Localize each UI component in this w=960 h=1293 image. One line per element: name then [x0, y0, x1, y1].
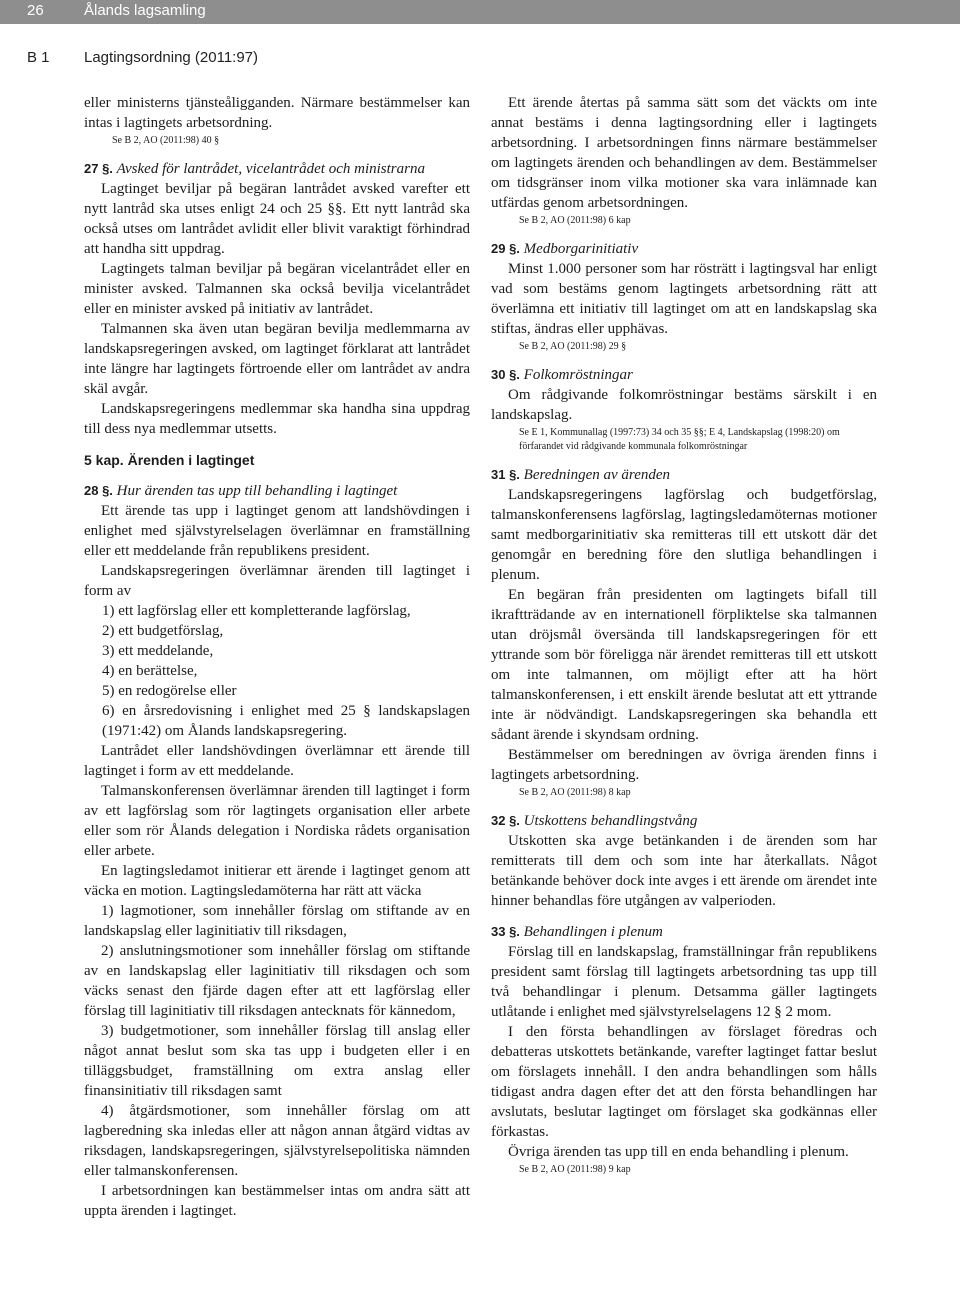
chapter-heading: 5 kap. Ärenden i lagtinget: [84, 452, 255, 468]
section-heading-33: [491, 922, 877, 942]
paragraph: En lagtingsledamot initierar ett ärende i lagtinget genom att väcka en motion. Lagtingsledamöterna har rätt att väcka: [84, 863, 470, 899]
publication-title: Ålands lagsamling: [84, 2, 206, 19]
list-item: 3) budgetmotioner, som innehåller förslag till anslag eller något annat beslut som ska tas upp i budgeten eller i en tilläggsbudget, framställning om extra anslag eller finansinitiativ till riksdagen samt: [84, 1023, 470, 1099]
law-title: Lagtingsordning (2011:97): [84, 49, 259, 66]
section-code: B 1: [27, 49, 50, 66]
paragraph: En begäran från presidenten om lagtingets bifall till ikraftträdande av en internationell förpliktelse ska talmannen utan dröjsmål översända till landskapsregeringen för ett yttrande som bör föreligga när ärendet remitteras till ett utskott om inte talmannen, om möjligt efter att ha hört talmanskonferensen, i ett enskilt ärende beslutat att ett yttrande inte är nödvändigt. Landskapsregeringen ska behandla ett sådant ärende i skyndsam ordning.: [491, 587, 877, 743]
paragraph: Talmannen ska även utan begäran bevilja medlemmarna av landskapsregeringen avsked, om lagtinget förklarat att lantrådet inte längre har lagtingets förtroende eller om lantrådet av andra skäl avgår.: [84, 321, 470, 397]
paragraph: Landskapsregeringens lagförslag och budgetförslag, talmanskonferensens lagförslag, lagtingsledamöternas motioner samt medborgarinitiativ ska remitteras till ett utskott där det genomgår en beredning före den slutliga behandlingen i plenum.: [491, 487, 877, 583]
paragraph: Om rådgivande folkomröstningar bestäms särskilt i en landskapslag.: [491, 387, 877, 423]
cross-reference: Se B 2, AO (2011:98) 29 §: [519, 341, 627, 352]
page-number: 26: [27, 2, 44, 19]
section-number: 32 §.: [491, 813, 520, 828]
cross-reference: Se B 2, AO (2011:98) 9 kap: [519, 1164, 631, 1175]
section-title: Avsked för lantrådet, vicelantrådet och ministrarna: [116, 161, 425, 177]
paragraph: Övriga ärenden tas upp till en enda behandling i plenum.: [508, 1144, 849, 1160]
paragraph: I arbetsordningen kan bestämmelser intas om andra sätt att uppta ärenden i lagtinget.: [84, 1183, 470, 1219]
section-number: 30 §.: [491, 367, 520, 382]
section-number: 27 §.: [84, 161, 113, 176]
list-item: 4) en berättelse,: [102, 663, 198, 679]
list-item: 3) ett meddelande,: [102, 643, 214, 659]
list-item: 2) ett budgetförslag,: [102, 623, 224, 639]
paragraph: Bestämmelser om beredningen av övriga ärenden finns i lagtingets arbetsordning.: [491, 747, 877, 783]
list-item: 4) åtgärdsmotioner, som innehåller förslag om att lagberedning ska inledas eller att någon annan åtgärd vidtas av riksdagen, landskapsregeringen, självstyrelsepolitiska nämnden eller talmanskonferensen.: [84, 1103, 470, 1179]
section-heading-31: [491, 465, 877, 485]
section-title: Utskottens behandlingstvång: [523, 813, 698, 829]
right-column: [491, 93, 877, 1177]
section-heading-27: [84, 159, 470, 179]
section-heading-29: [491, 239, 877, 259]
list-item: 2) anslutningsmotioner som innehåller förslag om stiftande av en landskapslag eller laginitiativ till riksdagen och som väcks senast den fjärde dagen efter att ett lagförslag eller förslag till laginitiativ till riksdagen antecknats för kännedom,: [84, 943, 470, 1019]
paragraph: Talmanskonferensen överlämnar ärenden till lagtinget i form av ett lagförslag som rör lagtingets organisation eller arbete eller som rör Ålands delegation i Nordiska rådets organisation eller arbete.: [84, 783, 470, 859]
section-title: Medborgarinitiativ: [523, 241, 639, 257]
section-number: 33 §.: [491, 924, 520, 939]
paragraph: Utskotten ska avge betänkanden i de ärenden som har remitterats till dem och som inte har återkallats. Något betänkande behöver dock inte avges i ett ärende om ärendet inte hinner behandlas före utgången av valperioden.: [491, 833, 877, 909]
paragraph: Lantrådet eller landshövdingen överlämnar ett ärende till lagtinget i form av ett meddelande.: [84, 743, 470, 779]
paragraph: Lagtingets talman beviljar på begäran vicelantrådet eller en minister avsked. Talmannen ska också bevilja vicelantrådet eller en minister avsked på initiativ av lantrådet.: [84, 261, 470, 317]
paragraph: Ett ärende tas upp i lagtinget genom att landshövdingen i enlighet med självstyrelselagen överlämnar en framställning eller ett meddelande från republikens president.: [84, 503, 470, 559]
list-item: 5) en redogörelse eller: [102, 683, 237, 699]
section-number: 28 §.: [84, 483, 113, 498]
section-number: 31 §.: [491, 467, 520, 482]
section-title: Behandlingen i plenum: [523, 924, 663, 940]
paragraph: Landskapsregeringens medlemmar ska handha sina uppdrag till dess nya medlemmar utsetts.: [84, 401, 470, 437]
paragraph: Minst 1.000 personer som har rösträtt i lagtingsval har enligt vad som bestäms genom lagtingets arbetsordning rätt att överlämna ett initiativ till lagtinget om att en landskapslag ska stiftas, ändras eller upphävas.: [491, 261, 877, 337]
section-header: [0, 47, 960, 73]
section-title: Folkomröstningar: [523, 367, 633, 383]
cross-reference: Se B 2, AO (2011:98) 8 kap: [519, 787, 631, 798]
list-item: 6) en årsredovisning i enlighet med 25 § landskapslagen (1971:42) om Ålands landskapsregering.: [102, 703, 470, 739]
section-heading-30: [491, 365, 877, 385]
paragraph: I den första behandlingen av förslaget föredras och debatteras utskottets betänkande, varefter lagtinget fattar beslut om förslagets innehåll. I den andra behandlingen som hålls tidigast andra dagen efter det att den första behandlingen har avslutats, beslutar lagtinget om förslaget ska godkännas eller förkastas.: [491, 1024, 877, 1140]
section-number: 29 §.: [491, 241, 520, 256]
section-title: Hur ärenden tas upp till behandling i lagtinget: [116, 483, 398, 499]
paragraph: Ett ärende återtas på samma sätt som det väckts om inte annat bestäms i denna lagtingsordning eller i lagtingets arbetsordning. I arbetsordningen finns närmare bestämmelser om lagtingets ärenden och behandlingen av dem. Bestämmelser om tidsgränser inom vilka motioner ska vara inlämnade kan utfärdas genom arbetsordningen.: [491, 95, 877, 211]
paragraph: Förslag till en landskapslag, framställningar från republikens president samt förslag till lagtingets arbetsordning tas upp till två behandlingar i plenum. Detsamma gäller lagtingets utlåtande i enlighet med självstyrelselagens 12 § 2 mom.: [491, 944, 877, 1020]
section-heading-28: [84, 481, 470, 501]
cross-reference: Se E 1, Kommunallag (1997:73) 34 och 35 §§; E 4, Landskapslag (1998:20) om förfarandet vid rådgivande kommunala folkomröstningar: [519, 427, 840, 452]
section-heading-32: [491, 811, 877, 831]
paragraph: eller ministerns tjänsteåligganden. Närmare bestämmelser kan intas i lagtingets arbetsordning.: [84, 95, 470, 131]
cross-reference: Se B 2, AO (2011:98) 6 kap: [519, 215, 631, 226]
paragraph: Landskapsregeringen överlämnar ärenden till lagtinget i form av: [84, 563, 470, 599]
paragraph: Lagtinget beviljar på begäran lantrådet avsked varefter ett nytt lantråd ska utses enligt 24 och 25 §§. Ett nytt lantråd ska också utses om lantrådet avlidit eller blivit varaktigt förhindrad att handha sitt uppdrag.: [84, 181, 470, 257]
running-header-bar: [0, 0, 960, 24]
list-item: 1) ett lagförslag eller ett kompletterande lagförslag,: [102, 603, 411, 619]
list-item: 1) lagmotioner, som innehåller förslag om stiftande av en landskapslag eller laginitiativ till riksdagen,: [84, 903, 470, 939]
left-column: [84, 93, 470, 1221]
cross-reference: Se B 2, AO (2011:98) 40 §: [112, 135, 220, 146]
section-title: Beredningen av ärenden: [523, 467, 671, 483]
